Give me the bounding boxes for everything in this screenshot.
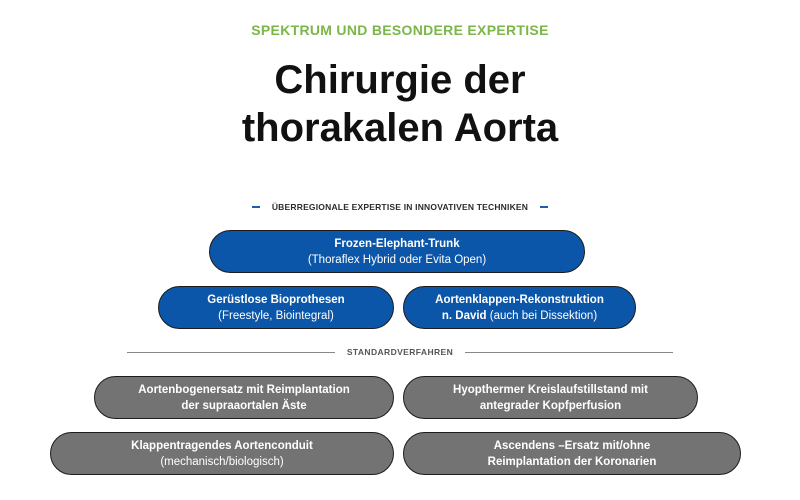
pill-subtitle: antegrader Kopfperfusion: [479, 399, 622, 412]
pill-klappentragendes-aortenconduit: [50, 432, 394, 475]
pill-title: Frozen-Elephant-Trunk: [334, 237, 460, 250]
pill-title: Aortenklappen-Rekonstruktion: [435, 293, 604, 306]
pill-subtitle: der supraaortalen Äste: [181, 399, 307, 412]
divider-right: [465, 352, 673, 353]
pill-aortenklappen-rekonstruktion: [403, 286, 636, 329]
page-title-line1: Chirurgie der: [274, 58, 526, 102]
pill-subtitle-normal: (auch bei Dissektion): [486, 309, 598, 322]
pill-title: Gerüstlose Bioprothesen: [207, 293, 345, 306]
pill-subtitle: (Thoraflex Hybrid oder Evita Open): [307, 253, 487, 266]
dash-right-decoration: [540, 206, 548, 208]
pill-title: Ascendens –Ersatz mit/ohne: [493, 439, 651, 452]
innovative-section-label: [0, 202, 800, 212]
pill-title: Hyopthermer Kreislaufstillstand mit: [453, 383, 648, 396]
divider-left: [127, 352, 335, 353]
pill-subtitle: Reimplantation der Koronarien: [487, 455, 657, 468]
pill-frozen-elephant-trunk: [209, 230, 585, 273]
innovative-section-text: ÜBERREGIONALE EXPERTISE IN INNOVATIVEN TECHNIKEN: [271, 202, 529, 212]
section-kicker: SPEKTRUM UND BESONDERE EXPERTISE: [251, 22, 549, 38]
page-title-line2: thorakalen Aorta: [241, 106, 559, 150]
pill-subtitle: [442, 308, 597, 324]
pill-geruestlose-bioprothesen: [158, 286, 394, 329]
pill-subtitle: (mechanisch/biologisch): [160, 455, 284, 468]
pill-ascendens-ersatz: [403, 432, 741, 475]
pill-aortenbogenersatz: [94, 376, 394, 419]
standard-section-label: [0, 347, 800, 357]
pill-subtitle-bold: n. David: [441, 309, 487, 322]
page-title: [0, 56, 800, 152]
pill-title: Klappentragendes Aortenconduit: [131, 439, 313, 452]
pill-hypothermer-kreislaufstillstand: [403, 376, 698, 419]
pill-subtitle: (Freestyle, Biointegral): [218, 309, 334, 322]
pill-title: Aortenbogenersatz mit Reimplantation: [138, 383, 350, 396]
dash-left-decoration: [252, 206, 260, 208]
standard-section-text: STANDARDVERFAHREN: [346, 347, 454, 357]
